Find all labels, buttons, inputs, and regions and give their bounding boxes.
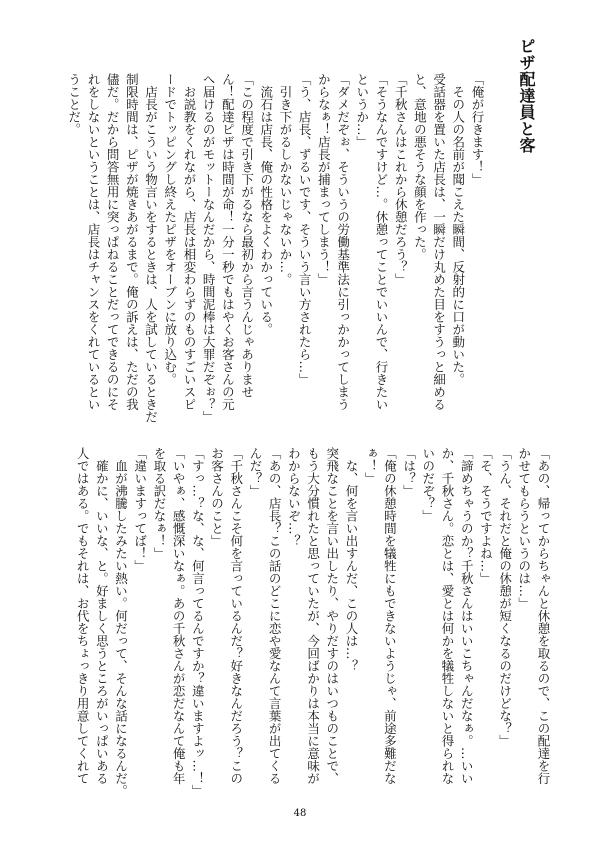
upper-text-column: お説教をくれながら、店長は相変わらずのものすごいスピ	[181, 73, 197, 411]
lower-text-column: 「そ、そうですよね…」	[478, 447, 494, 585]
upper-text-column: からなぁ！店長が捕まってしまう！」	[316, 73, 332, 286]
upper-text-column: 店長がこういう物言いをするときは、人を試しているときだ	[143, 73, 159, 423]
upper-text-column: というか…」	[354, 73, 370, 148]
lower-text-column: 「千秋さんこそ何を言っているんだ？好きなんだろう？この	[228, 447, 244, 785]
upper-text-column: 受話器を置いた店長は、一瞬だけ丸めた目をすうっと細める	[431, 73, 447, 411]
upper-text-column: その人の名前が聞こえた瞬間、反射的に口が動いた。	[450, 73, 466, 386]
lower-text-column: 「あの、帰ってからちゃんと休憩を取るので、この配達を行	[536, 447, 551, 785]
upper-tier-text	[65, 73, 487, 423]
upper-text-column: 「俺が行きます！」	[470, 73, 485, 186]
upper-text-column: 制限時間は、ピザが焼きあがるまで。俺の訴えは、ただの我	[124, 73, 140, 411]
lower-text-column: 「は？」	[401, 447, 417, 497]
upper-text-column: ん！配達ピザは時間が命！一分一秒でもはやくお客さんの元	[220, 73, 236, 411]
upper-text-column: 「ダメだぞぉ、そういうの労働基準法に引っかかってしまう	[335, 73, 351, 411]
lower-tier-text	[73, 447, 553, 797]
page-number: 48	[293, 808, 307, 819]
lower-text-column: 人ではある。でもそれは、お代をちょっきり用意してくれて	[75, 447, 91, 785]
upper-text-column: れをしないということは、店長はチャンスをくれているとい	[85, 73, 101, 411]
upper-text-column: ードでトッピングし終えたピザをオーブンに放り込む。	[162, 73, 178, 386]
lower-text-column: 「あの、店長？この話のどこに恋や愛なんて言葉が出てくる	[267, 447, 283, 785]
upper-text-column: 「う、店長、ずるいです、そういう言い方されたら…」	[297, 73, 313, 386]
upper-text-column: 儘だ。だから問答無用に突っぱねることだってできるのにそ	[105, 73, 121, 411]
lower-text-column: 「違いますってば！」	[132, 447, 148, 572]
upper-text-column: うことだ。	[66, 73, 82, 136]
lower-text-column: お客さんのこと」	[209, 447, 225, 547]
lower-text-column: 「うん、それだと俺の休憩が短くなるのだけどな？」	[497, 447, 513, 747]
lower-text-column: もう大分慣れたと思っていたが、今回ばかりは本当に意味が	[305, 447, 321, 785]
lower-text-column: わからないぞ…？	[286, 447, 302, 547]
upper-text-column: へ届けるのがモットーなんだから、時間泥棒は大罪だぞぉ？」	[201, 73, 217, 423]
lower-text-column: を取る訳だなぁ！」	[151, 447, 167, 560]
lower-text-column: か、千秋さん。恋とは、愛とは何かを犠牲しないと得られな	[439, 447, 455, 785]
lower-text-column: 確かに、いいな、と。好ましく思うところがいっぱいある	[94, 447, 110, 785]
upper-text-column: 「そうなんですけど…。休憩ってことでいいんで、行きたい	[373, 73, 389, 411]
lower-text-column: な、何を言い出すんだ、この人は…？	[343, 447, 359, 672]
lower-text-column: 「俺の休憩時間を犠牲にもできないようじゃ、前途多難だな	[382, 447, 398, 785]
lower-text-column: んだ？」	[247, 447, 263, 497]
upper-text-column: 「千秋さんはこれから休憩だろう？」	[393, 73, 409, 286]
upper-text-column: 引き下がるしかないじゃないか…。	[277, 73, 293, 286]
lower-text-column: 「いやぁ、感慨深いなぁ。あの千秋さんが恋だなんて俺も年	[171, 447, 187, 785]
chapter-title: ピザ配達員と客	[517, 38, 536, 154]
upper-text-column: 流石は店長、俺の性格をよくわかっている。	[258, 73, 274, 336]
lower-text-column: いのだぞ？」	[420, 447, 436, 522]
upper-text-column: と、意地の悪そうな顔を作った。	[412, 73, 428, 261]
lower-text-column: 血が沸騰したみたい熱い。何だって、そんな話になるんだ。	[113, 447, 129, 797]
lower-text-column: 「諦めちゃうのか？千秋さんはいいこちゃんだなぁ。…いい	[459, 447, 475, 785]
upper-text-column: 「この程度で引き下がるなら最初から言うんじゃありませ	[239, 73, 255, 398]
lower-text-column: ぁ！」	[363, 447, 379, 485]
lower-text-column: 「すっ…？な、な、何言ってるんですか？違いますよッ…！」	[190, 447, 206, 797]
lower-text-column: かせてもらうというのは…」	[516, 447, 532, 610]
lower-text-column: 突飛なことを言い出したり、やりだすのはいつものことで、	[324, 447, 340, 785]
